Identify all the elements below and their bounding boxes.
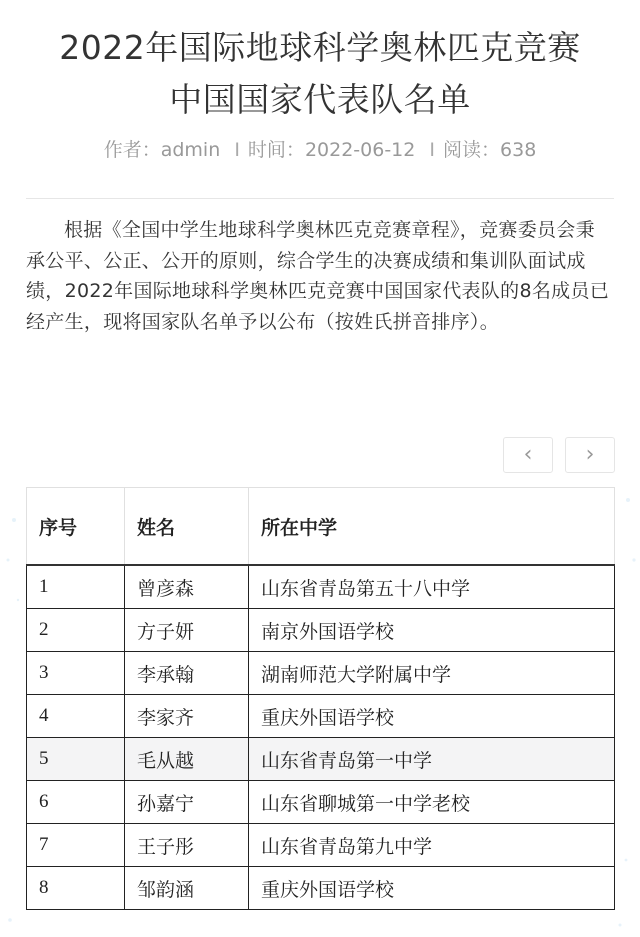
publish-date: 2022-06-12 — [304, 139, 416, 161]
intro-paragraph: 根据《全国中学生地球科学奥林匹克竞赛章程》，竞赛委员会秉承公平、公正、公开的原则，综合学生的决赛成绩和集训队面试成绩，2022年国际地球科学奥林匹克竞赛中国国家代表队的8名成员已经产生，现将国家队名单予以公布（按姓氏拼音排序）。 — [26, 219, 610, 333]
team-roster-table — [26, 487, 615, 910]
row-school: 山东省青岛第五十八中学 — [249, 565, 615, 609]
header-index: 序号 — [27, 488, 125, 566]
table-row — [27, 824, 615, 867]
row-school: 重庆外国语学校 — [249, 695, 615, 738]
row-name: 李承翰 — [125, 652, 249, 695]
row-name: 邹韵涵 — [125, 867, 249, 910]
chevron-right-icon: › — [585, 442, 595, 467]
row-index: 5 — [27, 738, 125, 781]
header-school: 所在中学 — [249, 488, 615, 566]
row-index: 4 — [27, 695, 125, 738]
row-school: 山东省青岛第一中学 — [249, 738, 615, 781]
table-row — [27, 695, 615, 738]
row-index: 1 — [27, 565, 125, 609]
meta-separator: I — [234, 139, 240, 161]
table-header-row — [27, 488, 615, 566]
row-name: 曾彦森 — [125, 565, 249, 609]
row-index: 6 — [27, 781, 125, 824]
table-row — [27, 781, 615, 824]
row-name: 孙嘉宁 — [125, 781, 249, 824]
header-name: 姓名 — [125, 488, 249, 566]
row-index: 3 — [27, 652, 125, 695]
row-school: 南京外国语学校 — [249, 609, 615, 652]
row-index: 8 — [27, 867, 125, 910]
header-divider — [26, 198, 614, 199]
row-name: 毛从越 — [125, 738, 249, 781]
row-index: 7 — [27, 824, 125, 867]
next-page-button[interactable] — [565, 437, 615, 473]
table-row — [27, 738, 615, 781]
table-row — [27, 652, 615, 695]
prev-page-button[interactable] — [503, 437, 553, 473]
row-school: 山东省青岛第九中学 — [249, 824, 615, 867]
author-label: 作者： — [103, 139, 161, 161]
table-row — [27, 609, 615, 652]
row-index: 2 — [27, 609, 125, 652]
reads-label: 阅读： — [443, 139, 501, 161]
row-name: 李家齐 — [125, 695, 249, 738]
row-school: 重庆外国语学校 — [249, 867, 615, 910]
row-school: 山东省聊城第一中学老校 — [249, 781, 615, 824]
article-meta — [0, 136, 640, 164]
title-line-1: 2022年国际地球科学奥林匹克竞赛 — [59, 28, 581, 67]
article-title — [0, 22, 640, 126]
read-count: 638 — [500, 139, 537, 161]
author-name: admin — [160, 139, 221, 161]
time-label: 时间： — [247, 139, 305, 161]
meta-separator: I — [429, 139, 436, 161]
row-name: 王子彤 — [125, 824, 249, 867]
row-school: 湖南师范大学附属中学 — [249, 652, 615, 695]
table-row — [27, 565, 615, 609]
title-line-2: 中国国家代表队名单 — [169, 80, 471, 119]
table-row — [27, 867, 615, 910]
chevron-left-icon: ‹ — [523, 442, 533, 467]
row-name: 方子妍 — [125, 609, 249, 652]
